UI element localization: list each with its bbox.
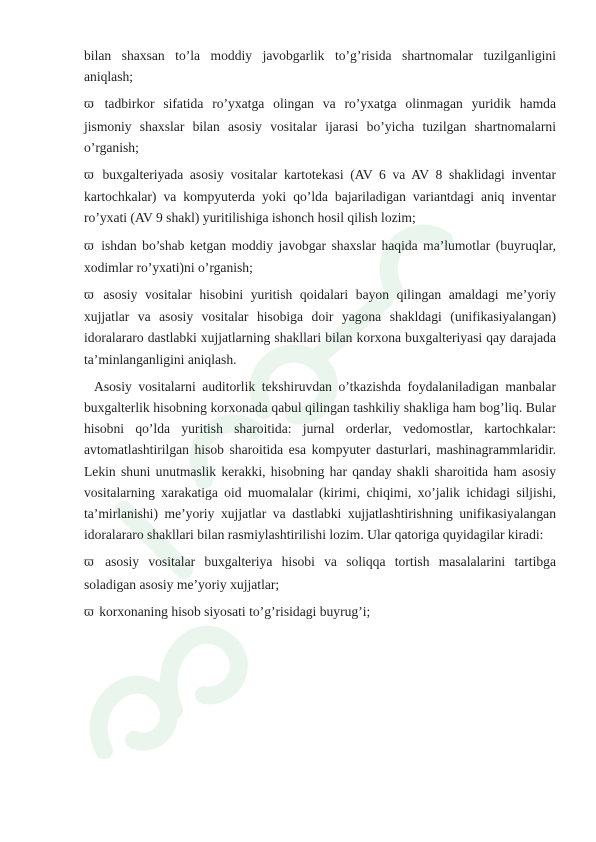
bullet-item <box>84 601 556 623</box>
paragraph-text: Asosiy vositalarni auditorlik tekshiruvdan o’tkazishda foydalaniladigan manbalar buxgalterlik hisobning korxonada qabul qilingan tashkiliy shakliga ham bog’liq. Bular hisobni qo’lda yuritish sharoitida: jurnal orderlar, vedomostlar, kartochkalar: avtomatlashtirilgan hisob sharoitida esa kompyuter dasturlari, mashinagrammlaridir. Lekin shuni unutmaslik kerakki, hisobning har qanday shakli sharoitida ham asosiy vositalarning xarakatiga oid muomalalar (kirimi, chiqimi, xo’jalik ichidagi siljishi, ta’mirlanishi) me’yoriy xujjatlar va dastlabki xujjatlashtirishning unifikasiyalangan idoralararo shakllari bilan rasmiylashtirilishi lozim. Ular qatoriga quyidagilar kiradi: <box>84 378 556 543</box>
paragraph-text: ishdan bo’shab ketgan moddiy javobgar shaxslar haqida ma’lumotlar (buyruqlar, xodimlar ro’yxati)ni o’rganish; <box>84 237 556 275</box>
bullet-item <box>84 164 556 229</box>
bullet-item <box>84 235 556 278</box>
paragraph-text: bilan shaxsan to’la moddiy javobgarlik to’g’risida shartnomalar tuzilganligini aniqlash; <box>84 48 556 85</box>
paragraph <box>84 45 556 87</box>
bullet-icon: ϖ <box>84 97 94 112</box>
bullet-icon: ϖ <box>84 238 94 253</box>
paragraph-text: asosiy vositalar buxgalteriya hisobi va soliqqa tortish masalalarini tartibga soladigan asosiy me’yoriy xujjatlar; <box>84 554 556 592</box>
bullet-item <box>84 93 556 158</box>
bullet-item <box>84 284 556 370</box>
paragraph-text: korxonaning hisob siyosati to’g’risidagi buyrug’i; <box>99 603 371 619</box>
bullet-icon: ϖ <box>84 288 94 303</box>
paragraph <box>84 376 556 546</box>
document-page <box>84 45 556 629</box>
bullet-icon: ϖ <box>84 555 94 570</box>
bullet-icon: ϖ <box>84 604 94 619</box>
paragraph-text: asosiy vositalar hisobini yuritish qoidalari bayon qilingan amaldagi me’yoriy xujjatlar va asosiy vositalar hisobiga doir yagona shakldagi (unifikasiyalangan) idoralararo dastlabki xujjatlarning shakllari bilan korxona buxgalteriyasi qay darajada ta’minlanganligini aniqlash. <box>84 287 556 367</box>
paragraph-text: buxgalteriyada asosiy vositalar kartotekasi (AV 6 va AV 8 shaklidagi inventar kartochkalar) va kompyuterda yoki qo’lda bajariladigan variantdagi aniq inventar ro’yxati (AV 9 shakl) yuritilishiga ishonch hosil qilish lozim; <box>84 167 556 226</box>
bullet-item <box>84 551 556 594</box>
paragraph-text: tadbirkor sifatida ro’yxatga olingan va ro’yxatga olinmagan yuridik hamda jismoniy shaxslar bilan asosiy vositalar ijarasi bo’yicha tuzilgan shartnomalarni o’rganish; <box>84 96 556 155</box>
bullet-icon: ϖ <box>84 168 94 183</box>
